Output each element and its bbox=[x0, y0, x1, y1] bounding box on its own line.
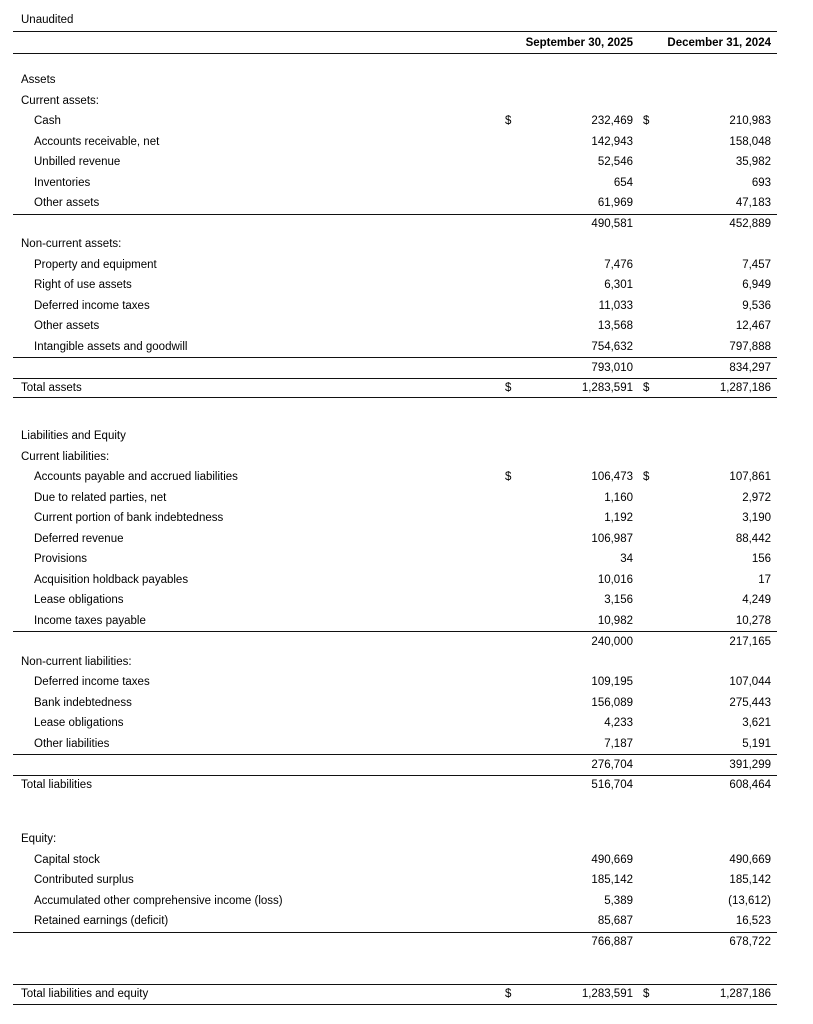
item-row bbox=[13, 296, 777, 317]
row-label: Acquisition holdback payables bbox=[34, 573, 189, 586]
value-sep-30-2025: 793,010 bbox=[591, 361, 633, 374]
value-sep-30-2025: 1,192 bbox=[604, 512, 633, 525]
value-sep-30-2025: 654 bbox=[613, 176, 633, 189]
total-row bbox=[13, 775, 777, 796]
value-dec-31-2024: 834,297 bbox=[729, 361, 771, 374]
subtotal-row bbox=[13, 754, 777, 775]
value-sep-30-2025: 3,156 bbox=[604, 594, 633, 607]
currency-symbol: $ bbox=[643, 988, 650, 1001]
row-label: Deferred income taxes bbox=[34, 676, 150, 689]
subtotal-row bbox=[13, 631, 777, 652]
spacer-row bbox=[13, 398, 777, 426]
value-dec-31-2024: 3,190 bbox=[742, 512, 771, 525]
value-dec-31-2024: 1,287,186 bbox=[719, 988, 771, 1001]
value-dec-31-2024: 210,983 bbox=[729, 115, 771, 128]
value-sep-30-2025: 1,283,591 bbox=[581, 381, 633, 394]
item-row bbox=[13, 870, 777, 891]
item-row bbox=[13, 549, 777, 570]
value-dec-31-2024: 678,722 bbox=[729, 936, 771, 949]
value-sep-30-2025: 106,473 bbox=[591, 471, 633, 484]
item-row bbox=[13, 508, 777, 529]
spacer-row bbox=[13, 952, 777, 984]
value-sep-30-2025: 156,089 bbox=[591, 696, 633, 709]
row-label: Current liabilities: bbox=[21, 450, 110, 463]
value-sep-30-2025: 7,476 bbox=[604, 258, 633, 271]
item-row bbox=[13, 693, 777, 714]
row-label: Total assets bbox=[21, 381, 82, 394]
item-row bbox=[13, 132, 777, 153]
value-sep-30-2025: 1,160 bbox=[604, 491, 633, 504]
heading-row bbox=[13, 426, 777, 447]
item-row bbox=[13, 734, 777, 755]
currency-symbol: $ bbox=[505, 988, 512, 1001]
value-sep-30-2025: 240,000 bbox=[591, 635, 633, 648]
value-sep-30-2025: 490,669 bbox=[591, 853, 633, 866]
value-dec-31-2024: 12,467 bbox=[735, 320, 771, 333]
item-row bbox=[13, 467, 777, 488]
value-dec-31-2024: 1,287,186 bbox=[719, 381, 771, 394]
row-label: Total liabilities bbox=[21, 779, 92, 792]
value-dec-31-2024: 490,669 bbox=[729, 853, 771, 866]
column-header-prior-period: December 31, 2024 bbox=[667, 36, 771, 49]
value-dec-31-2024: 10,278 bbox=[735, 614, 771, 627]
row-label: Inventories bbox=[34, 176, 91, 189]
value-dec-31-2024: 452,889 bbox=[729, 218, 771, 231]
value-dec-31-2024: 156 bbox=[751, 553, 771, 566]
value-sep-30-2025: 109,195 bbox=[591, 676, 633, 689]
value-dec-31-2024: 275,443 bbox=[729, 696, 771, 709]
spacer-row bbox=[13, 795, 777, 829]
value-sep-30-2025: 142,943 bbox=[591, 135, 633, 148]
row-label: Other liabilities bbox=[34, 737, 110, 750]
currency-symbol: $ bbox=[505, 471, 512, 484]
subtotal-row bbox=[13, 932, 777, 953]
value-sep-30-2025: 13,568 bbox=[597, 320, 633, 333]
value-sep-30-2025: 185,142 bbox=[591, 874, 633, 887]
item-row bbox=[13, 152, 777, 173]
value-sep-30-2025: 276,704 bbox=[591, 758, 633, 771]
row-label: Current assets: bbox=[21, 94, 99, 107]
row-label: Other assets bbox=[34, 197, 100, 210]
column-header-current-period: September 30, 2025 bbox=[525, 36, 633, 49]
value-dec-31-2024: 6,949 bbox=[742, 279, 771, 292]
row-label: Unbilled revenue bbox=[34, 156, 121, 169]
row-label: Other assets bbox=[34, 320, 100, 333]
row-label: Liabilities and Equity bbox=[21, 430, 126, 443]
row-label: Total liabilities and equity bbox=[21, 988, 149, 1001]
balance-sheet-document bbox=[13, 0, 777, 1005]
row-label: Accumulated other comprehensive income (loss) bbox=[34, 894, 283, 907]
item-row bbox=[13, 570, 777, 591]
value-sep-30-2025: 10,982 bbox=[597, 614, 633, 627]
item-row bbox=[13, 672, 777, 693]
item-row bbox=[13, 891, 777, 912]
value-dec-31-2024: 17 bbox=[758, 573, 771, 586]
value-dec-31-2024: 797,888 bbox=[729, 340, 771, 353]
row-label: Accounts receivable, net bbox=[34, 135, 160, 148]
value-sep-30-2025: 34 bbox=[620, 553, 633, 566]
value-sep-30-2025: 7,187 bbox=[604, 737, 633, 750]
value-dec-31-2024: 107,861 bbox=[729, 471, 771, 484]
value-dec-31-2024: 217,165 bbox=[729, 635, 771, 648]
row-label: Current portion of bank indebtedness bbox=[34, 512, 224, 525]
row-label: Retained earnings (deficit) bbox=[34, 915, 169, 928]
value-sep-30-2025: 106,987 bbox=[591, 532, 633, 545]
item-row bbox=[13, 111, 777, 132]
row-label: Deferred income taxes bbox=[34, 299, 150, 312]
value-dec-31-2024: 4,249 bbox=[742, 594, 771, 607]
item-row bbox=[13, 529, 777, 550]
item-row bbox=[13, 316, 777, 337]
row-label: Capital stock bbox=[34, 853, 100, 866]
item-row bbox=[13, 590, 777, 611]
row-label: Deferred revenue bbox=[34, 532, 124, 545]
item-row bbox=[13, 713, 777, 734]
value-dec-31-2024: 35,982 bbox=[735, 156, 771, 169]
column-header-row bbox=[13, 32, 777, 53]
value-dec-31-2024: 107,044 bbox=[729, 676, 771, 689]
value-dec-31-2024: 2,972 bbox=[742, 491, 771, 504]
value-dec-31-2024: 608,464 bbox=[729, 779, 771, 792]
value-sep-30-2025: 490,581 bbox=[591, 218, 633, 231]
horizontal-rule bbox=[13, 53, 777, 54]
value-dec-31-2024: 3,621 bbox=[742, 717, 771, 730]
row-label: Lease obligations bbox=[34, 717, 124, 730]
value-sep-30-2025: 5,389 bbox=[604, 894, 633, 907]
item-row bbox=[13, 255, 777, 276]
value-dec-31-2024: (13,612) bbox=[728, 894, 771, 907]
heading-row bbox=[13, 447, 777, 468]
item-row bbox=[13, 337, 777, 358]
heading-row bbox=[13, 91, 777, 112]
currency-symbol: $ bbox=[643, 381, 650, 394]
item-row bbox=[13, 611, 777, 632]
value-dec-31-2024: 391,299 bbox=[729, 758, 771, 771]
row-label: Provisions bbox=[34, 553, 88, 566]
balance-sheet-rows bbox=[13, 70, 777, 1005]
heading-row bbox=[13, 652, 777, 673]
value-dec-31-2024: 7,457 bbox=[742, 258, 771, 271]
row-label: Property and equipment bbox=[34, 258, 157, 271]
row-label: Lease obligations bbox=[34, 594, 124, 607]
value-sep-30-2025: 6,301 bbox=[604, 279, 633, 292]
item-row bbox=[13, 911, 777, 932]
heading-row bbox=[13, 234, 777, 255]
value-dec-31-2024: 693 bbox=[751, 176, 771, 189]
value-dec-31-2024: 158,048 bbox=[729, 135, 771, 148]
row-label: Right of use assets bbox=[34, 279, 132, 292]
currency-symbol: $ bbox=[643, 115, 650, 128]
unaudited-label: Unaudited bbox=[21, 14, 74, 26]
currency-symbol: $ bbox=[505, 381, 512, 394]
row-label: Assets bbox=[21, 74, 56, 87]
value-dec-31-2024: 185,142 bbox=[729, 874, 771, 887]
row-label: Contributed surplus bbox=[34, 874, 134, 887]
row-label: Due to related parties, net bbox=[34, 491, 167, 504]
value-dec-31-2024: 47,183 bbox=[735, 197, 771, 210]
row-label: Bank indebtedness bbox=[34, 696, 132, 709]
heading-row bbox=[13, 70, 777, 91]
row-label: Income taxes payable bbox=[34, 614, 146, 627]
item-row bbox=[13, 850, 777, 871]
item-row bbox=[13, 173, 777, 194]
value-sep-30-2025: 10,016 bbox=[597, 573, 633, 586]
subtotal-row bbox=[13, 214, 777, 235]
value-sep-30-2025: 232,469 bbox=[591, 115, 633, 128]
value-sep-30-2025: 52,546 bbox=[597, 156, 633, 169]
currency-symbol: $ bbox=[643, 471, 650, 484]
value-dec-31-2024: 9,536 bbox=[742, 299, 771, 312]
value-dec-31-2024: 5,191 bbox=[742, 737, 771, 750]
heading-row bbox=[13, 829, 777, 850]
currency-symbol: $ bbox=[505, 115, 512, 128]
subtotal-row bbox=[13, 357, 777, 378]
row-label: Intangible assets and goodwill bbox=[34, 340, 188, 353]
row-label: Non-current assets: bbox=[21, 238, 122, 251]
total-row bbox=[13, 984, 777, 1005]
item-row bbox=[13, 488, 777, 509]
row-label: Cash bbox=[34, 115, 61, 128]
value-dec-31-2024: 88,442 bbox=[735, 532, 771, 545]
value-sep-30-2025: 1,283,591 bbox=[581, 988, 633, 1001]
item-row bbox=[13, 193, 777, 214]
value-sep-30-2025: 85,687 bbox=[597, 915, 633, 928]
value-sep-30-2025: 766,887 bbox=[591, 936, 633, 949]
value-sep-30-2025: 516,704 bbox=[591, 779, 633, 792]
value-sep-30-2025: 61,969 bbox=[597, 197, 633, 210]
total-row bbox=[13, 378, 777, 399]
row-label: Non-current liabilities: bbox=[21, 655, 132, 668]
value-sep-30-2025: 754,632 bbox=[591, 340, 633, 353]
row-label: Equity: bbox=[21, 833, 57, 846]
value-sep-30-2025: 11,033 bbox=[598, 299, 633, 312]
item-row bbox=[13, 275, 777, 296]
value-sep-30-2025: 4,233 bbox=[604, 717, 633, 730]
value-dec-31-2024: 16,523 bbox=[735, 915, 771, 928]
row-label: Accounts payable and accrued liabilities bbox=[34, 471, 238, 484]
